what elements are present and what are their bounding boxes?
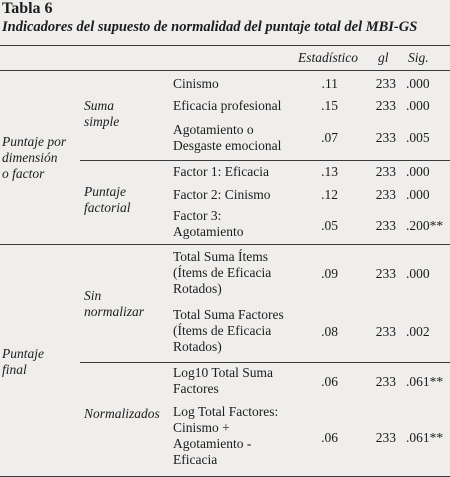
cell-gl: 233 xyxy=(375,324,396,339)
row-label: Factor 3: Agotamiento xyxy=(173,208,244,239)
cell-gl: 233 xyxy=(375,130,396,145)
row-label: Cinismo xyxy=(173,76,219,91)
cell-sig: .000 xyxy=(406,187,430,202)
cell-sig: .005 xyxy=(406,130,430,145)
cell-gl: 233 xyxy=(375,430,396,445)
cell-estadistico: .12 xyxy=(321,187,338,202)
cell-estadistico: .05 xyxy=(321,218,338,233)
subgroup-rule-2 xyxy=(80,362,450,363)
cell-sig: .002 xyxy=(406,324,430,339)
row-label: Eficacia profesional xyxy=(173,98,282,113)
section-rule xyxy=(0,244,450,245)
cell-gl: 233 xyxy=(375,266,396,281)
cell-sig: .061** xyxy=(406,430,444,445)
table-title: Indicadores del supuesto de normalidad del puntaje total del MBI-GS xyxy=(2,19,418,35)
subgroup-label-puntaje-factorial: Puntaje factorial xyxy=(84,184,131,215)
header-sig: Sig. xyxy=(408,50,429,65)
header-estadistico: Estadístico xyxy=(298,50,358,65)
row-label: Agotamiento o Desgaste emocional xyxy=(173,122,282,153)
cell-estadistico: .08 xyxy=(321,324,338,339)
row-label: Total Suma Factores (Ítems de Eficacia Rotados) xyxy=(173,307,284,354)
row-label: Factor 1: Eficacia xyxy=(173,164,269,179)
header-rule xyxy=(0,70,450,71)
row-label: Total Suma Ítems (Ítems de Eficacia Rotados) xyxy=(173,249,272,296)
cell-estadistico: .07 xyxy=(321,130,338,145)
subgroup-label-normalizados: Normalizados xyxy=(84,406,160,421)
cell-estadistico: .09 xyxy=(321,266,338,281)
row-label: Factor 2: Cinismo xyxy=(173,187,271,202)
cell-sig: .061** xyxy=(406,374,444,389)
subgroup-rule-1 xyxy=(80,160,450,161)
cell-estadistico: .15 xyxy=(321,98,338,113)
row-label: Log10 Total Suma Factores xyxy=(173,365,274,396)
cell-gl: 233 xyxy=(375,187,396,202)
cell-sig: .000 xyxy=(406,266,430,281)
top-rule xyxy=(0,45,450,46)
cell-sig: .000 xyxy=(406,98,430,113)
cell-sig: .200** xyxy=(406,218,444,233)
cell-estadistico: .13 xyxy=(321,164,338,179)
group-label-dimension: Puntaje por dimensión o factor xyxy=(2,134,67,181)
cell-gl: 233 xyxy=(375,98,396,113)
cell-estadistico: .11 xyxy=(321,76,338,91)
subgroup-label-suma-simple: Suma simple xyxy=(84,98,120,129)
subgroup-label-sin-normalizar: Sin normalizar xyxy=(84,288,145,319)
header-gl: gl xyxy=(378,50,389,65)
cell-gl: 233 xyxy=(375,76,396,91)
cell-sig: .000 xyxy=(406,164,430,179)
cell-gl: 233 xyxy=(375,218,396,233)
table-number: Tabla 6 xyxy=(2,0,53,17)
row-label: Log Total Factores: Cinismo + Agotamiento - Eficacia xyxy=(173,404,279,467)
cell-sig: .000 xyxy=(406,76,430,91)
group-label-final: Puntaje final xyxy=(2,346,44,377)
cell-estadistico: .06 xyxy=(321,430,338,445)
cell-gl: 233 xyxy=(375,374,396,389)
cell-estadistico: .06 xyxy=(321,374,338,389)
cell-gl: 233 xyxy=(375,164,396,179)
